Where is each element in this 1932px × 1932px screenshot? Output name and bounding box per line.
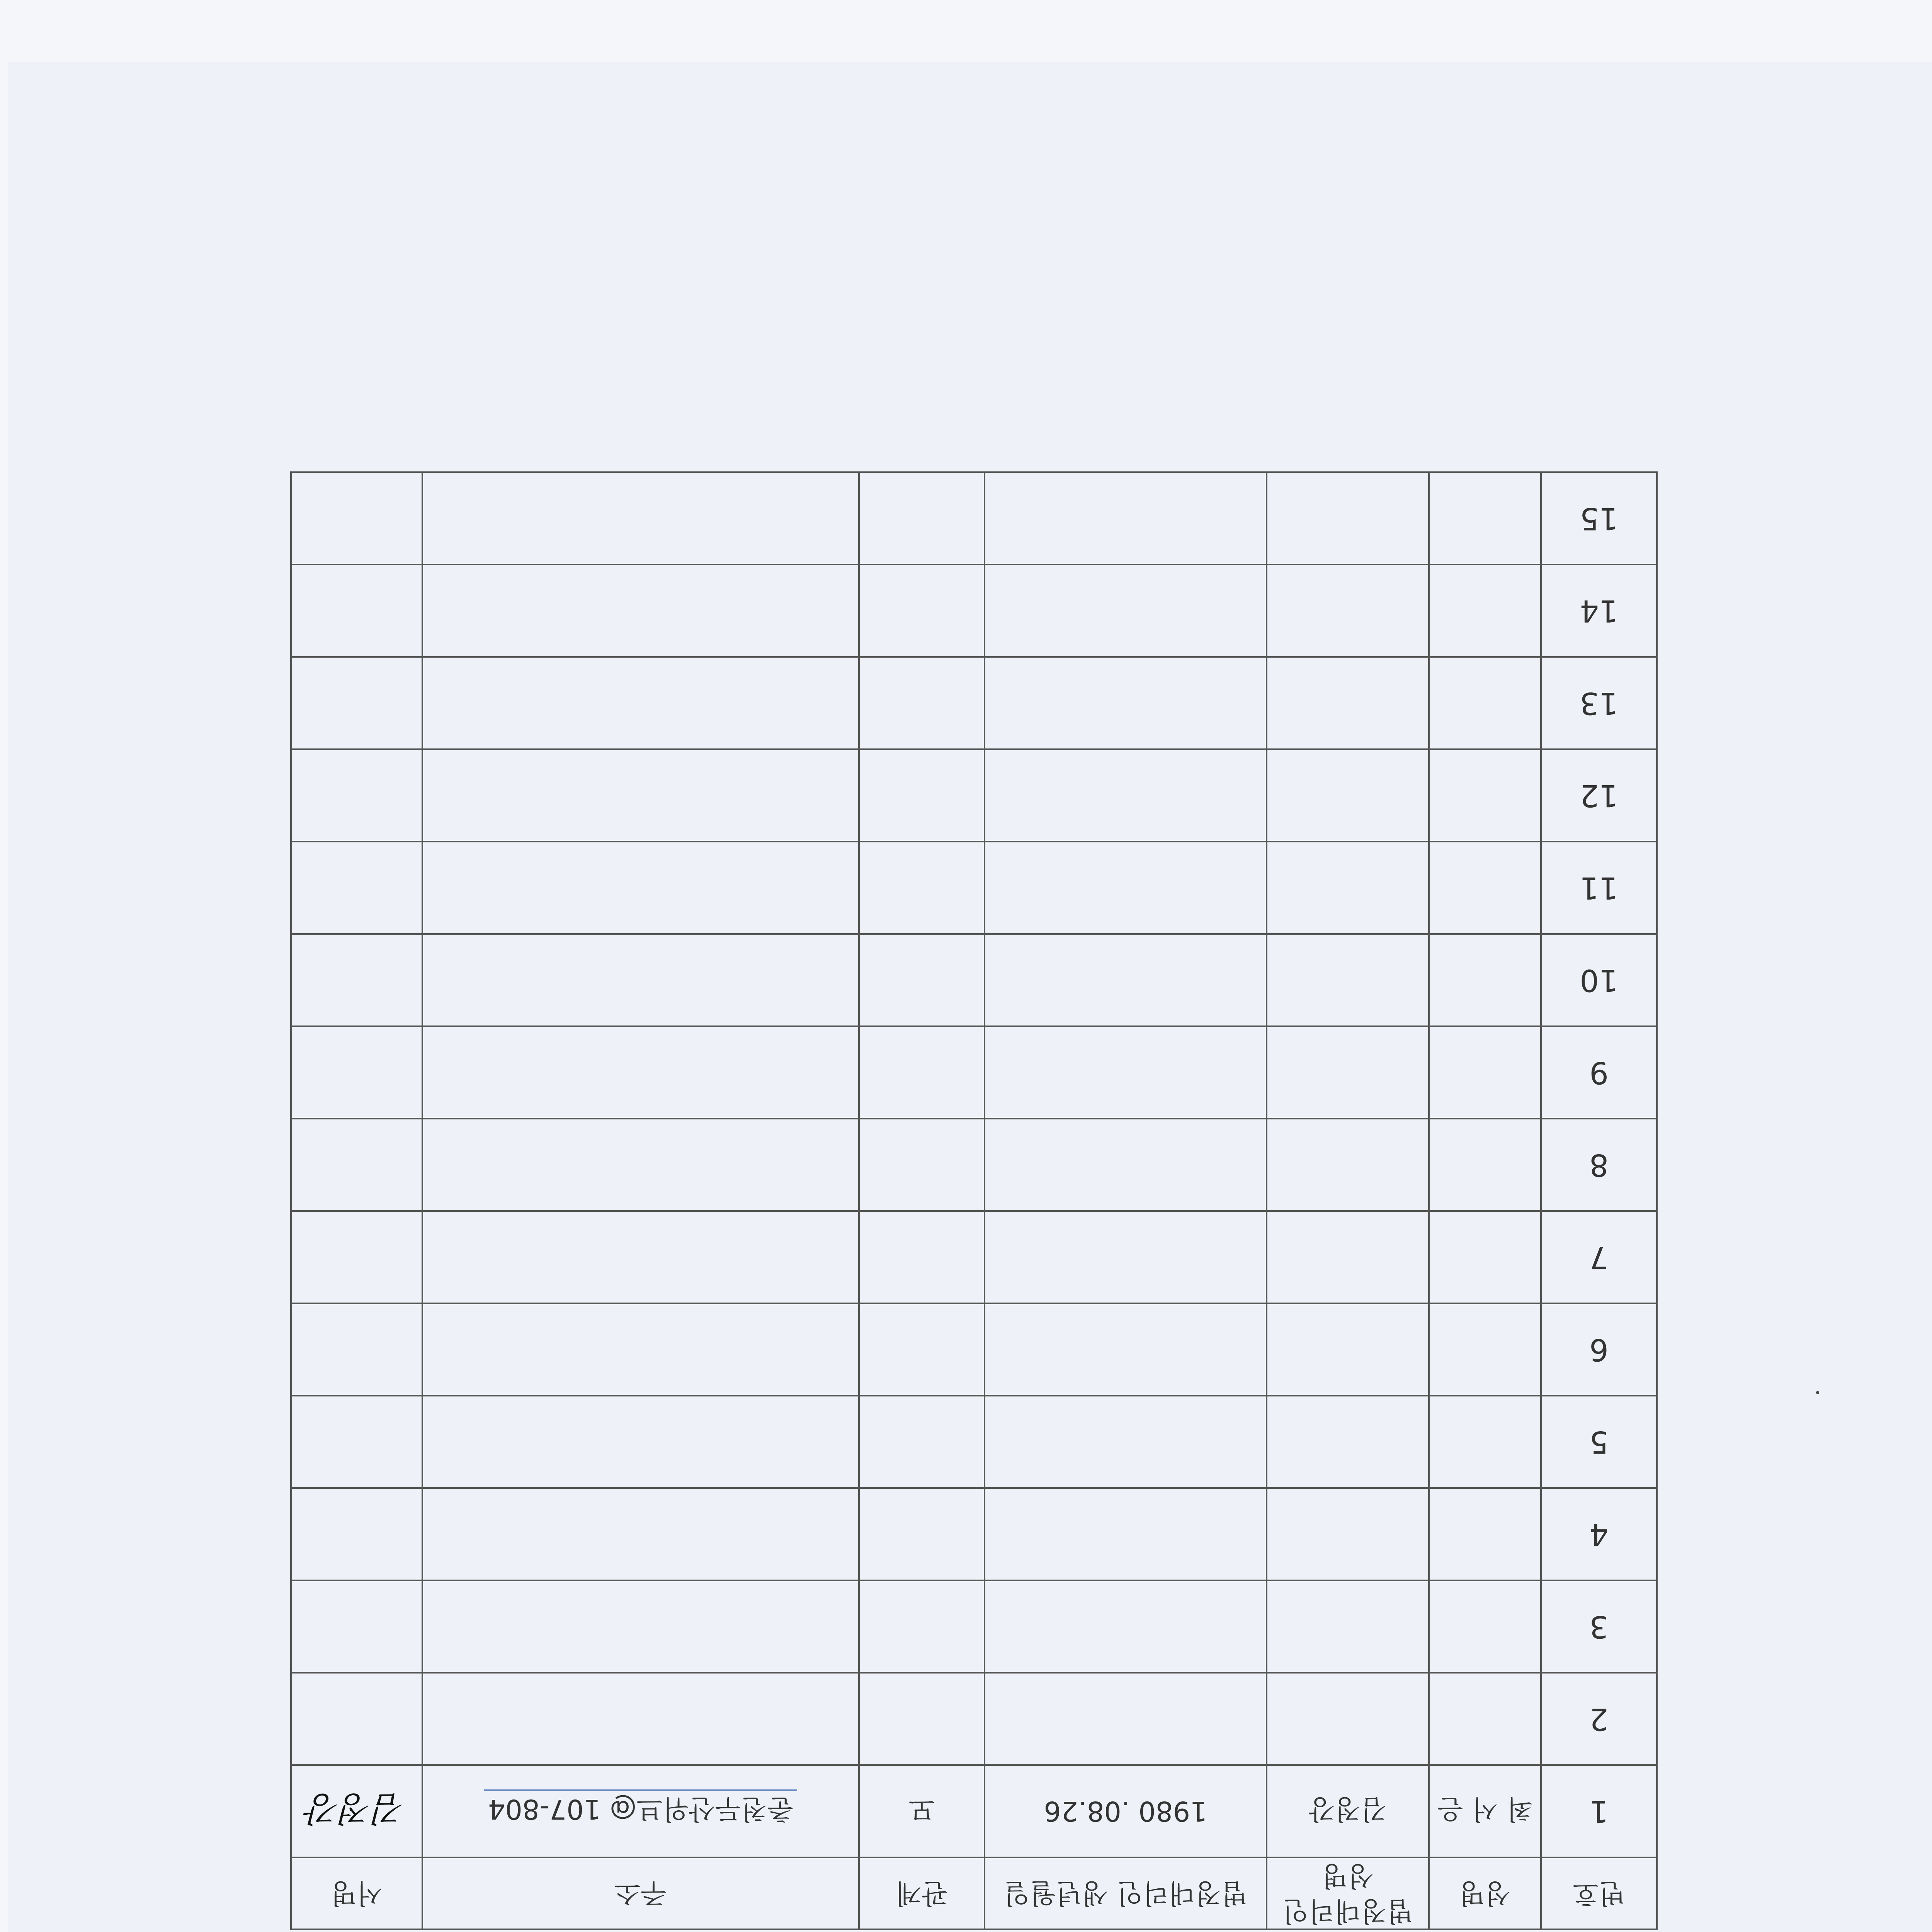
student-name-cell [1429, 1026, 1541, 1119]
relation-cell [859, 934, 985, 1026]
address-cell [422, 1673, 859, 1765]
guardian-name-cell [1267, 1303, 1429, 1396]
guardian-name-cell [1267, 1211, 1429, 1303]
address-cell [422, 1765, 859, 1857]
scanned-paper [8, 62, 1932, 1932]
header-address: 주소 [422, 1857, 859, 1929]
signature: 김정강 [307, 1789, 406, 1829]
student-name-cell [1429, 1580, 1541, 1673]
table-row [291, 1673, 1657, 1765]
signature-cell [291, 934, 422, 1026]
row-number-cell [1541, 1488, 1657, 1580]
relation-cell [859, 749, 985, 842]
row-number: 10 [1580, 963, 1618, 998]
guardian-birthdate-cell [985, 472, 1267, 565]
relation-cell [859, 1211, 985, 1303]
row-number: 5 [1589, 1424, 1609, 1459]
table-row [291, 1580, 1657, 1673]
table-row [291, 1119, 1657, 1211]
address-cell [422, 934, 859, 1026]
table-row [291, 842, 1657, 934]
student-name-cell [1429, 1119, 1541, 1211]
guardian-birthdate-cell [985, 1211, 1267, 1303]
address-cell [422, 1580, 859, 1673]
table-row [291, 1211, 1657, 1303]
guardian-table [290, 471, 1658, 1930]
signature-cell [291, 1119, 422, 1211]
relation-cell [859, 1026, 985, 1119]
address-cell [422, 842, 859, 934]
student-name-cell [1429, 842, 1541, 934]
row-number: 2 [1589, 1701, 1609, 1736]
guardian-birthdate-cell [985, 565, 1267, 657]
guardian-name-cell [1267, 749, 1429, 842]
row-number: 14 [1580, 593, 1618, 628]
address-cell [422, 749, 859, 842]
row-number-cell [1541, 749, 1657, 842]
signature-cell [291, 657, 422, 749]
student-name-cell [1429, 1765, 1541, 1857]
student-name-cell [1429, 565, 1541, 657]
guardian-birthdate-cell [985, 842, 1267, 934]
guardian-name-cell [1267, 1488, 1429, 1580]
address-cell [422, 1303, 859, 1396]
signature-cell [291, 1303, 422, 1396]
relation-cell [859, 565, 985, 657]
table-row [291, 1396, 1657, 1488]
guardian-birthdate-cell [985, 1488, 1267, 1580]
guardian-birthdate-cell [985, 1026, 1267, 1119]
table-row [291, 934, 1657, 1026]
relation-cell [859, 1673, 985, 1765]
table-row [291, 657, 1657, 749]
row-number: 6 [1589, 1332, 1609, 1367]
guardian-birthdate-cell [985, 1765, 1267, 1857]
row-number-cell [1541, 657, 1657, 749]
relation-cell [859, 1580, 985, 1673]
row-number-cell [1541, 842, 1657, 934]
header-no: 번호 [1541, 1857, 1657, 1929]
guardian-birthdate-cell [985, 1580, 1267, 1673]
student-name-cell [1429, 1303, 1541, 1396]
header-guardian-name: 법정대리인 성명 [1267, 1857, 1429, 1929]
student-name-cell [1429, 1673, 1541, 1765]
signature-cell [291, 749, 422, 842]
row-number-cell [1541, 1119, 1657, 1211]
guardian-name-cell [1267, 1119, 1429, 1211]
relation: 모 [908, 1793, 935, 1825]
header-guardian-birth: 법정대리인 생년월일 [985, 1857, 1267, 1929]
signature-cell [291, 1488, 422, 1580]
row-number: 4 [1589, 1517, 1609, 1552]
row-number-cell [1541, 1396, 1657, 1488]
student-name-cell [1429, 657, 1541, 749]
guardian-name-cell [1267, 1396, 1429, 1488]
signature-cell [291, 565, 422, 657]
guardian-birthdate-cell [985, 657, 1267, 749]
student-name-cell [1429, 1396, 1541, 1488]
header-name: 성명 [1429, 1857, 1541, 1929]
address-cell [422, 1396, 859, 1488]
row-number: 15 [1580, 501, 1618, 536]
relation-cell [859, 1303, 985, 1396]
guardian-name-cell [1267, 842, 1429, 934]
guardian-name-cell [1267, 565, 1429, 657]
signature-cell [291, 1673, 422, 1765]
row-number: 8 [1589, 1147, 1609, 1182]
row-number-cell [1541, 472, 1657, 565]
header-relation: 관계 [859, 1857, 985, 1929]
address-cell [422, 1026, 859, 1119]
relation-cell [859, 1488, 985, 1580]
relation-cell [859, 842, 985, 934]
relation-cell [859, 472, 985, 565]
guardian-birthdate: 1980 .08.26 [1044, 1795, 1208, 1827]
signature-cell [291, 1211, 422, 1303]
address-cell [422, 1211, 859, 1303]
guardian-name-cell [1267, 1673, 1429, 1765]
scan-dot [1816, 1391, 1819, 1394]
table-row [291, 1765, 1657, 1857]
table-row [291, 1026, 1657, 1119]
student-name-cell [1429, 472, 1541, 565]
relation-cell [859, 1396, 985, 1488]
row-number: 1 [1589, 1794, 1609, 1829]
row-number: 3 [1589, 1609, 1609, 1644]
row-number: 13 [1580, 685, 1618, 721]
row-number-cell [1541, 934, 1657, 1026]
signature-cell [291, 1580, 422, 1673]
address-cell [422, 657, 859, 749]
guardian-birthdate-cell [985, 749, 1267, 842]
row-number: 11 [1580, 870, 1618, 905]
signature-cell [291, 1026, 422, 1119]
row-number: 7 [1589, 1240, 1609, 1275]
relation-cell [859, 1765, 985, 1857]
address-cell [422, 1488, 859, 1580]
row-number-cell [1541, 1303, 1657, 1396]
row-number: 12 [1580, 778, 1618, 813]
relation-cell [859, 1119, 985, 1211]
guardian-name-cell [1267, 472, 1429, 565]
signature-cell [291, 1396, 422, 1488]
table-row [291, 472, 1657, 565]
student-name-cell [1429, 1488, 1541, 1580]
signature-cell [291, 472, 422, 565]
address-cell [422, 1119, 859, 1211]
guardian-name-cell [1267, 657, 1429, 749]
table-row [291, 749, 1657, 842]
guardian-name-cell [1267, 1026, 1429, 1119]
consent-form [292, 431, 1658, 1932]
row-number-cell [1541, 565, 1657, 657]
guardian-birthdate-cell [985, 1396, 1267, 1488]
guardian-name-cell [1267, 934, 1429, 1026]
signature-cell [291, 842, 422, 934]
address-cell [422, 472, 859, 565]
guardian-birthdate-cell [985, 1119, 1267, 1211]
guardian-birthdate-cell [985, 1673, 1267, 1765]
signature-cell [291, 1765, 422, 1857]
row-number-cell [1541, 1765, 1657, 1857]
row-number-cell [1541, 1673, 1657, 1765]
student-name-cell [1429, 749, 1541, 842]
address: 춘천두산위브@ 107-804 [484, 1789, 797, 1827]
table-row [291, 565, 1657, 657]
table-header-row [291, 1857, 1657, 1929]
student-name-cell [1429, 1211, 1541, 1303]
table-row [291, 1488, 1657, 1580]
guardian-name-cell [1267, 1765, 1429, 1857]
header-signature: 서명 [291, 1857, 422, 1929]
relation-cell [859, 657, 985, 749]
guardian-birthdate-cell [985, 934, 1267, 1026]
row-number-cell [1541, 1211, 1657, 1303]
guardian-name: 김정강 [1308, 1793, 1387, 1825]
student-name: 최 서 은 [1437, 1793, 1533, 1825]
guardian-birthdate-cell [985, 1303, 1267, 1396]
student-name-cell [1429, 934, 1541, 1026]
guardian-name-cell [1267, 1580, 1429, 1673]
row-number: 9 [1589, 1055, 1609, 1090]
table-row [291, 1303, 1657, 1396]
row-number-cell [1541, 1026, 1657, 1119]
address-cell [422, 565, 859, 657]
row-number-cell [1541, 1580, 1657, 1673]
